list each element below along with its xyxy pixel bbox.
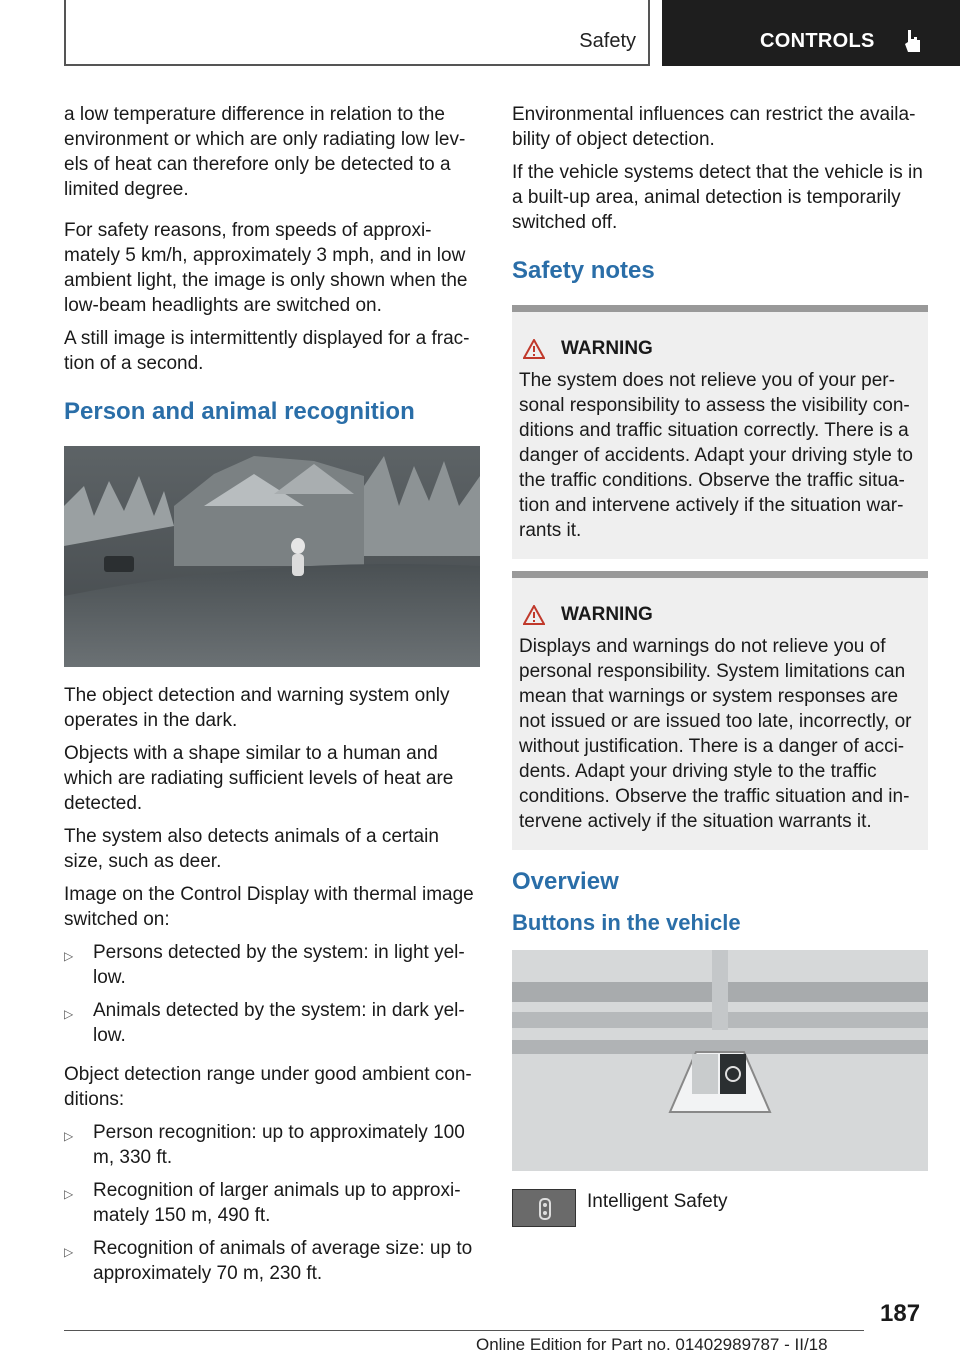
list-item: ▷ Animals detected by the system: in dark yel‐low. [64,1000,465,1046]
warning-header [519,604,920,626]
triangle-bullet-icon: ▷ [64,1187,74,1201]
triangle-bullet-icon: ▷ [64,1007,74,1021]
section-title: Safety [579,30,636,52]
chapter-title: CONTROLS [760,30,875,52]
intelligent-safety-button-icon [512,1189,576,1227]
triangle-bullet-icon: ▷ [64,1129,74,1143]
paragraph: The object detection and warning system only operates in the dark. [64,685,450,731]
warning-text: Displays and warnings do not relieve you of personal responsibility. System limitations can mean that warnings or system responses are not issued or are issued too late, incorrectly, or without justification. There is a danger of acci‐dents. Adapt your driving style to the traffic conditions. Observe the traffic situation and in‐tervene actively if the situation warrants it. [519,636,912,832]
page-header [64,0,960,66]
page-number: 187 [880,1300,921,1327]
paragraph: For safety reasons, from speeds of approxi‐mately 5 km/h, approximately 3 mph, and in low ambient light, the image is only shown when the low-beam headlights are switched on. [64,220,468,316]
warning-title: WARNING [561,338,653,359]
detection-color-list [64,940,480,1048]
paragraph: a low temperature difference in relation to the environment or which are only radiating low lev‐els of heat can therefore only be detected to a limited degree. [64,104,466,200]
list-item: ▷ Recognition of animals of average size: up to approximately 70 m, 230 ft. [64,1238,473,1284]
heading-safety-notes: Safety notes [512,257,655,284]
triangle-bullet-icon: ▷ [64,949,74,963]
list-item: ▷ Recognition of larger animals up to approxi‐mately 150 m, 490 ft. [64,1180,461,1226]
triangle-bullet-icon: ▷ [64,1245,74,1259]
warning-triangle-icon [523,605,545,625]
warning-box [512,305,928,559]
vehicle-button-photo [512,950,928,1171]
warning-box [512,571,928,850]
heading-buttons-in-vehicle: Buttons in the vehicle [512,910,741,935]
paragraph: Object detection range under good ambient con‐ditions: [64,1064,472,1110]
left-column [64,102,480,1300]
warning-triangle-icon [523,339,545,359]
footer-divider [64,1330,864,1331]
paragraph: A still image is intermittently displayed for a frac‐tion of a second. [64,328,470,374]
paragraph: Image on the Control Display with thermal image switched on: [64,884,474,930]
right-column [512,102,928,1227]
warning-title: WARNING [561,604,653,625]
section-tab [64,0,650,66]
detection-range-list [64,1120,480,1286]
paragraph: Objects with a shape similar to a human and which are radiating sufficient levels of heat are detected. [64,743,454,814]
heading-overview: Overview [512,868,619,895]
paragraph: The system also detects animals of a certain size, such as deer. [64,826,439,872]
warning-text: The system does not relieve you of your per‐sonal responsibility to assess the visibility con‐ditions and traffic situation correctly. There is a danger of accidents. Adapt your driving style to the traffic conditions. Observe the traffic situa‐tion and intervene actively if the situation war‐rants it. [519,370,913,541]
footer-edition: Online Edition for Part no. 01402989787 - II/18 [476,1335,828,1354]
warning-header [519,338,920,360]
button-legend [512,1189,928,1227]
heading-person-animal-recognition: Person and animal recognition [64,398,415,425]
paragraph: If the vehicle systems detect that the vehicle is in a built-up area, animal detection is temporarily switched off. [512,162,923,233]
pointing-hand-icon [902,28,924,54]
paragraph: Environmental influences can restrict the availa‐bility of object detection. [512,104,916,150]
list-item: ▷ Persons detected by the system: in light yel‐low. [64,942,465,988]
button-legend-label: Intelligent Safety [587,1191,728,1212]
chapter-tab [662,0,960,66]
list-item: ▷ Person recognition: up to approximately 100 m, 330 ft. [64,1122,465,1168]
thermal-image-illustration [64,446,480,667]
